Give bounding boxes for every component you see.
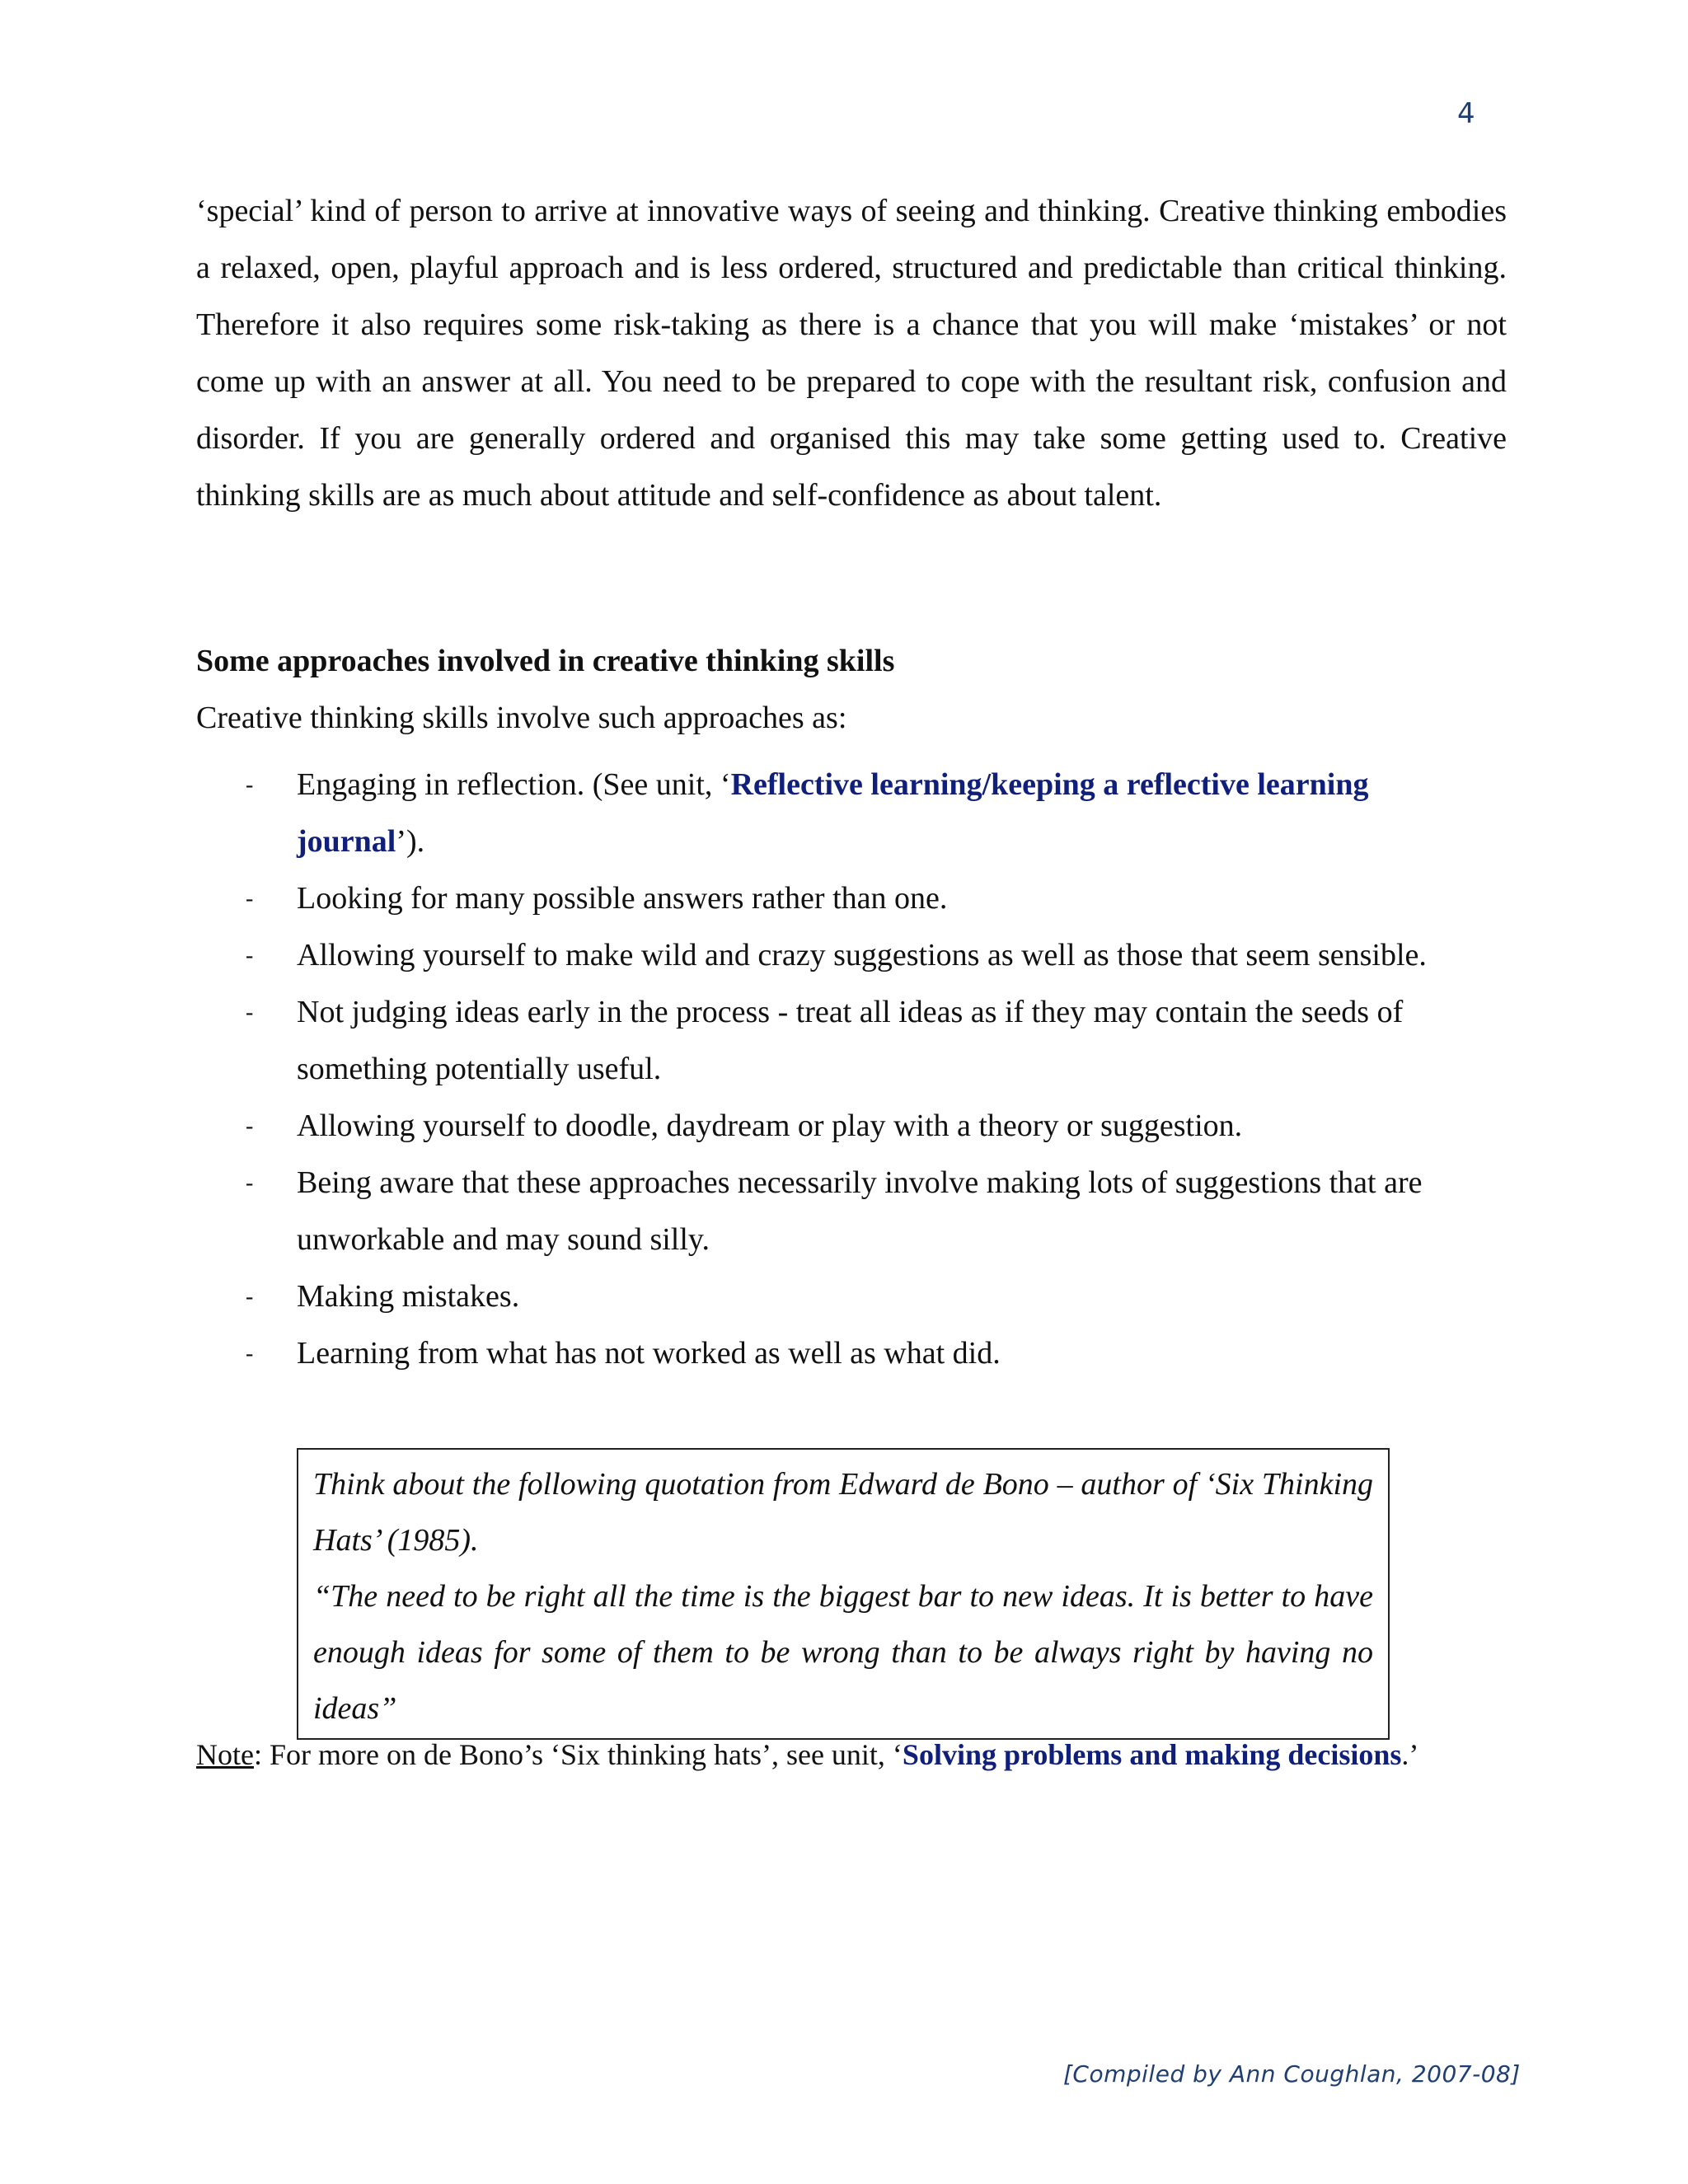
list-item (196, 1325, 1507, 1382)
list-item-text: Looking for many possible answers rather than one. (297, 881, 948, 916)
list-item (196, 1155, 1507, 1268)
bullet-dash: - (246, 1000, 254, 1025)
list-item-text: ’). (396, 824, 425, 859)
note-text: : For more on de Bono’s ‘Six thinking hats’, see unit, ‘ (253, 1738, 903, 1771)
list-item-text: Being aware that these approaches necessarily involve making lots of suggestions that are unworkable and may sound silly. (297, 1165, 1423, 1257)
bullet-dash: - (246, 943, 254, 968)
section-heading: Some approaches involved in creative thinking skills (196, 644, 895, 678)
note-suffix: .’ (1401, 1738, 1419, 1771)
page-number: 4 (1457, 97, 1475, 130)
bullet-dash: - (246, 772, 254, 798)
note-label: Note (196, 1738, 254, 1771)
note (196, 1737, 1418, 1772)
bullet-dash: - (246, 1170, 254, 1196)
approaches-list (196, 757, 1507, 1382)
list-item-text: Not judging ideas early in the process - treat all ideas as if they may contain the seeds of something potentially useful. (297, 995, 1404, 1086)
list-item (196, 984, 1507, 1098)
list-item (196, 1098, 1507, 1155)
list-item-text: Making mistakes. (297, 1279, 520, 1314)
bullet-dash: - (246, 886, 254, 912)
list-item (196, 927, 1507, 984)
quote-box (297, 1448, 1390, 1740)
quote-text: “The need to be right all the time is the biggest bar to new ideas. It is better to have enough ideas for some of them to be wrong than to be always right by having no ideas” (313, 1579, 1373, 1726)
list-item-text: Allowing yourself to make wild and crazy suggestions as well as those that seem sensible. (297, 938, 1427, 972)
quote-intro: Think about the following quotation from Edward de Bono – author of ‘Six Thinking Hats’ (1985). (313, 1467, 1373, 1558)
solving-problems-link[interactable]: Solving problems and making decisions (902, 1738, 1402, 1771)
list-item (196, 757, 1507, 870)
bullet-dash: - (246, 1113, 254, 1139)
reflective-learning-link[interactable]: Reflective learning/keeping a reflective learning journal (297, 767, 1369, 859)
list-item (196, 1268, 1507, 1325)
bullet-dash: - (246, 1284, 254, 1310)
bullet-dash: - (246, 1341, 254, 1366)
list-item (196, 870, 1507, 927)
list-item-text: Allowing yourself to doodle, daydream or play with a theory or suggestion. (297, 1108, 1243, 1143)
body-paragraph: ‘special’ kind of person to arrive at innovative ways of seeing and thinking. Creative thinking embodies a relaxed, open, playful approach and is less ordered, structured and predictable than critical thinking. Therefore it also requires some risk-taking as there is a chance that you will make ‘mistakes’ or not come up with an answer at all. You need to be prepared to cope with the resultant risk, confusion and disorder. If you are generally ordered and organised this may take some getting used to. Creative thinking skills are as much about attitude and self-confidence as about talent. (196, 194, 1507, 513)
list-item-text: Engaging in reflection. (See unit, ‘ (297, 767, 731, 802)
list-item-text: Learning from what has not worked as well as what did. (297, 1336, 1001, 1371)
footer-credit: [Compiled by Ann Coughlan, 2007-08] (1063, 2060, 1521, 2088)
intro-line: Creative thinking skills involve such approaches as: (196, 701, 847, 735)
